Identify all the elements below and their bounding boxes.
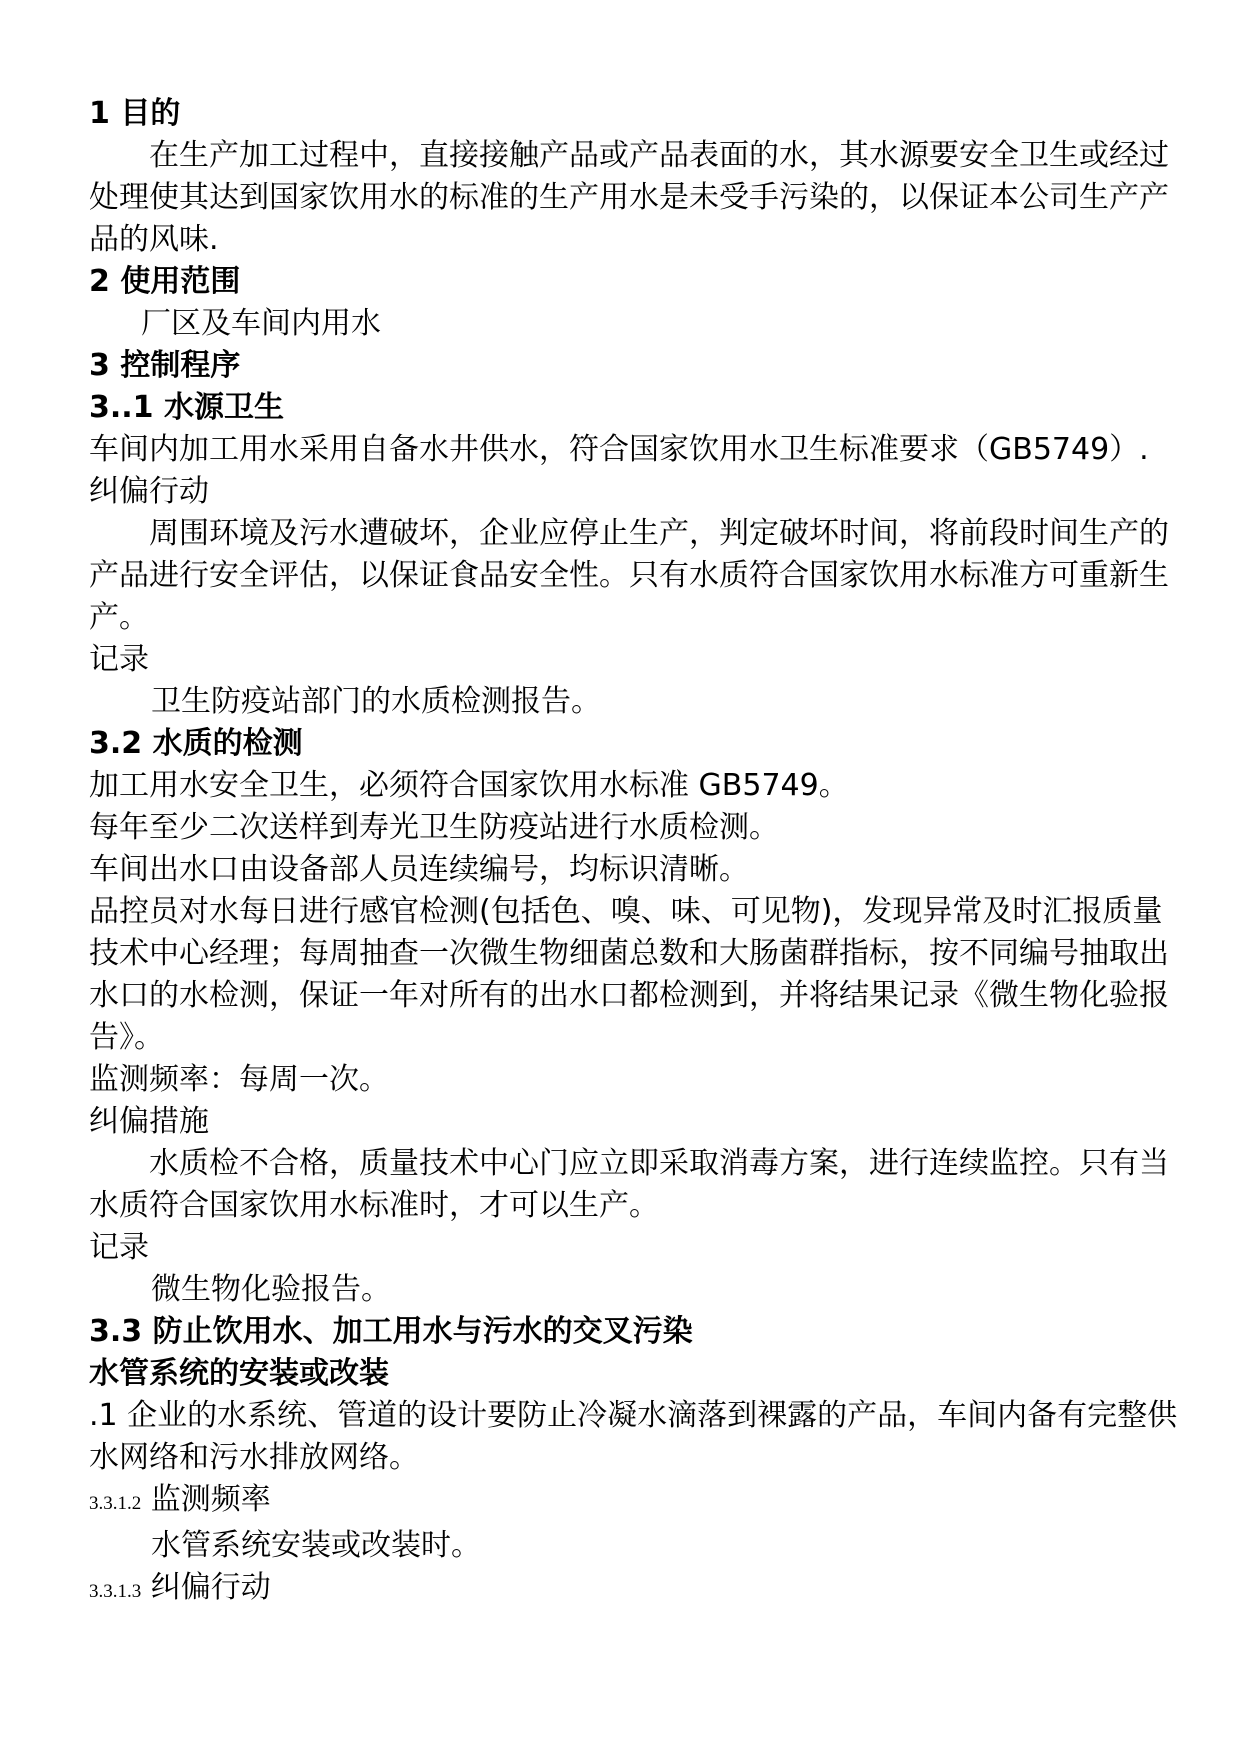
section-3-1-record-label: 记录 [89, 642, 149, 677]
section-3-3-item-3 [89, 1567, 1181, 1613]
section-3-3-sub-heading: 水管系统的安装或改装 [89, 1356, 389, 1391]
section-2-heading: 2 使用范围 [89, 264, 241, 299]
section-3-1-paragraph: 车间内加工用水采用自备水井供水，符合国家饮用水卫生标准要求（GB5749）. [89, 432, 1149, 467]
section-1-heading: 1 目的 [89, 96, 181, 131]
section-2-paragraph: 厂区及车间内用水 [141, 306, 381, 341]
item-2-label: 监测频率 [150, 1482, 271, 1517]
section-1-paragraph: 在生产加工过程中，直接接触产品或产品表面的水，其水源要安全卫生或经过处理使其达到国家饮用水的标准的生产用水是未受手污染的，以保证本公司生产产品的风味. [89, 138, 1169, 257]
section-3-3-item-2-text: 水管系统安装或改装时。 [151, 1528, 481, 1563]
section-3-1-heading: 3..1 水源卫生 [89, 390, 284, 425]
section-3-2-corrective-label: 纠偏措施 [89, 1104, 209, 1139]
section-3-2-line: 车间出水口由设备部人员连续编号，均标识清晰。 [89, 852, 749, 887]
section-3-1-corrective-label: 纠偏行动 [89, 474, 209, 509]
item-3-label: 纠偏行动 [150, 1570, 271, 1605]
section-3-2-line: 每年至少二次送样到寿光卫生防疫站进行水质检测。 [89, 810, 779, 845]
section-3-2-record-text: 微生物化验报告。 [151, 1272, 391, 1307]
section-3-3-heading: 3.3 防止饮用水、加工用水与污水的交叉污染 [89, 1314, 693, 1349]
item-2-number: 3.3.1.2 [89, 1493, 142, 1514]
section-3-1-corrective-text: 周围环境及污水遭破坏，企业应停止生产，判定破坏时间，将前段时间生产的产品进行安全评估，以保证食品安全性。只有水质符合国家饮用水标准方可重新生产。 [89, 516, 1169, 635]
item-3-number: 3.3.1.3 [89, 1581, 142, 1602]
section-3-heading: 3 控制程序 [89, 348, 241, 383]
section-3-2-line: 加工用水安全卫生，必须符合国家饮用水标准 GB5749。 [89, 768, 849, 803]
section-3-2-line: 监测频率：每周一次。 [89, 1062, 389, 1097]
section-3-3-item-2 [89, 1479, 1181, 1525]
section-3-2-line: 品控员对水每日进行感官检测(包括色、嗅、味、可见物)，发现异常及时汇报质量技术中心经理；每周抽查一次微生物细菌总数和大肠菌群指标，按不同编号抽取出水口的水检测，保证一年对所有的出水口都检测到，并将结果记录《微生物化验报告》。 [89, 894, 1169, 1055]
section-3-2-heading: 3.2 水质的检测 [89, 726, 303, 761]
section-3-2-corrective-text: 水质检不合格，质量技术中心门应立即采取消毒方案，进行连续监控。只有当水质符合国家饮用水标准时，才可以生产。 [89, 1146, 1169, 1223]
section-3-3-item-1: .1 企业的水系统、管道的设计要防止冷凝水滴落到裸露的产品，车间内备有完整供水网络和污水排放网络。 [89, 1398, 1178, 1475]
section-3-2-record-label: 记录 [89, 1230, 149, 1265]
section-3-1-record-text: 卫生防疫站部门的水质检测报告。 [151, 684, 601, 719]
